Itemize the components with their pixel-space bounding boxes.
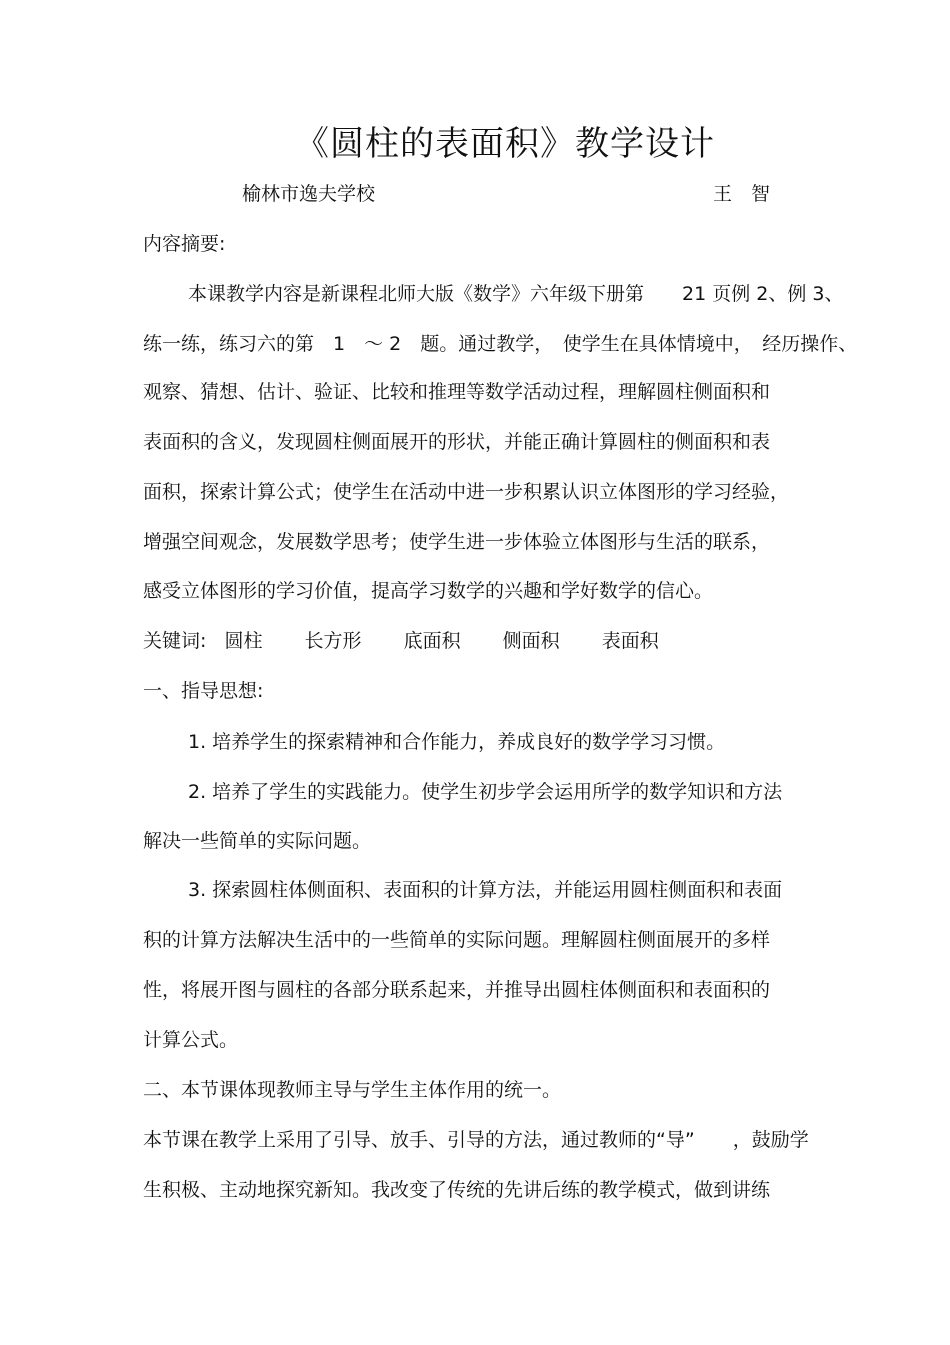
document-title: 《圆柱的表面积》教学设计 [295,124,715,164]
section1-line: 2. 培养了学生的实践能力。使学生初步学会运用所学的数学知识和方法 [188,781,783,803]
abstract-line: 练一练，练习六的第 1 ～ 2 题。通过教学， 使学生在具体情境中， 经历操作、 [143,333,858,355]
section2-line: 生积极、主动地探究新知。我改变了传统的先讲后练的教学模式，做到讲练 [143,1179,771,1201]
keyword: 侧面积 [502,630,560,652]
author-name: 王 智 [713,183,771,205]
section1-line: 积的计算方法解决生活中的一些简单的实际问题。理解圆柱侧面展开的多样 [143,929,771,951]
keywords-row [143,628,659,654]
section2-line: 本节课在教学上采用了引导、放手、引导的方法，通过教师的“导” ，鼓励学 [143,1129,809,1151]
keywords-label: 关键词: [143,630,207,652]
section2-heading: 二、本节课体现教师主导与学生主体作用的统一。 [143,1079,562,1101]
section1-line: 解决一些简单的实际问题。 [143,830,372,852]
school-name: 榆林市逸夫学校 [242,183,376,205]
section1-heading: 一、指导思想: [143,680,264,702]
keyword: 长方形 [304,630,362,652]
abstract-line: 增强空间观念，发展数学思考；使学生进一步体验立体图形与生活的联系， [143,531,771,553]
abstract-line: 面积，探索计算公式；使学生在活动中进一步积累认识立体图形的学习经验， [143,481,790,503]
keyword: 圆柱 [224,630,263,652]
abstract-line: 观察、猜想、估计、验证、比较和推理等数学活动过程，理解圆柱侧面积和 [143,381,771,403]
abstract-line: 本课教学内容是新课程北师大版《数学》六年级下册第 21 页例 2、例 3、 [188,283,844,305]
section1-line: 性，将展开图与圆柱的各部分联系起来，并推导出圆柱体侧面积和表面积的 [143,979,771,1001]
section1-line: 1. 培养学生的探索精神和合作能力，养成良好的数学学习习惯。 [188,731,726,753]
section1-line: 计算公式。 [143,1029,239,1051]
abstract-heading: 内容摘要: [143,233,226,255]
keyword: 底面积 [403,630,461,652]
keyword: 表面积 [601,630,659,652]
abstract-line: 感受立体图形的学习价值，提高学习数学的兴趣和学好数学的信心。 [143,580,714,602]
section1-line: 3. 探索圆柱体侧面积、表面积的计算方法，并能运用圆柱侧面积和表面 [188,879,783,901]
abstract-line: 表面积的含义，发现圆柱侧面展开的形状，并能正确计算圆柱的侧面积和表 [143,431,771,453]
